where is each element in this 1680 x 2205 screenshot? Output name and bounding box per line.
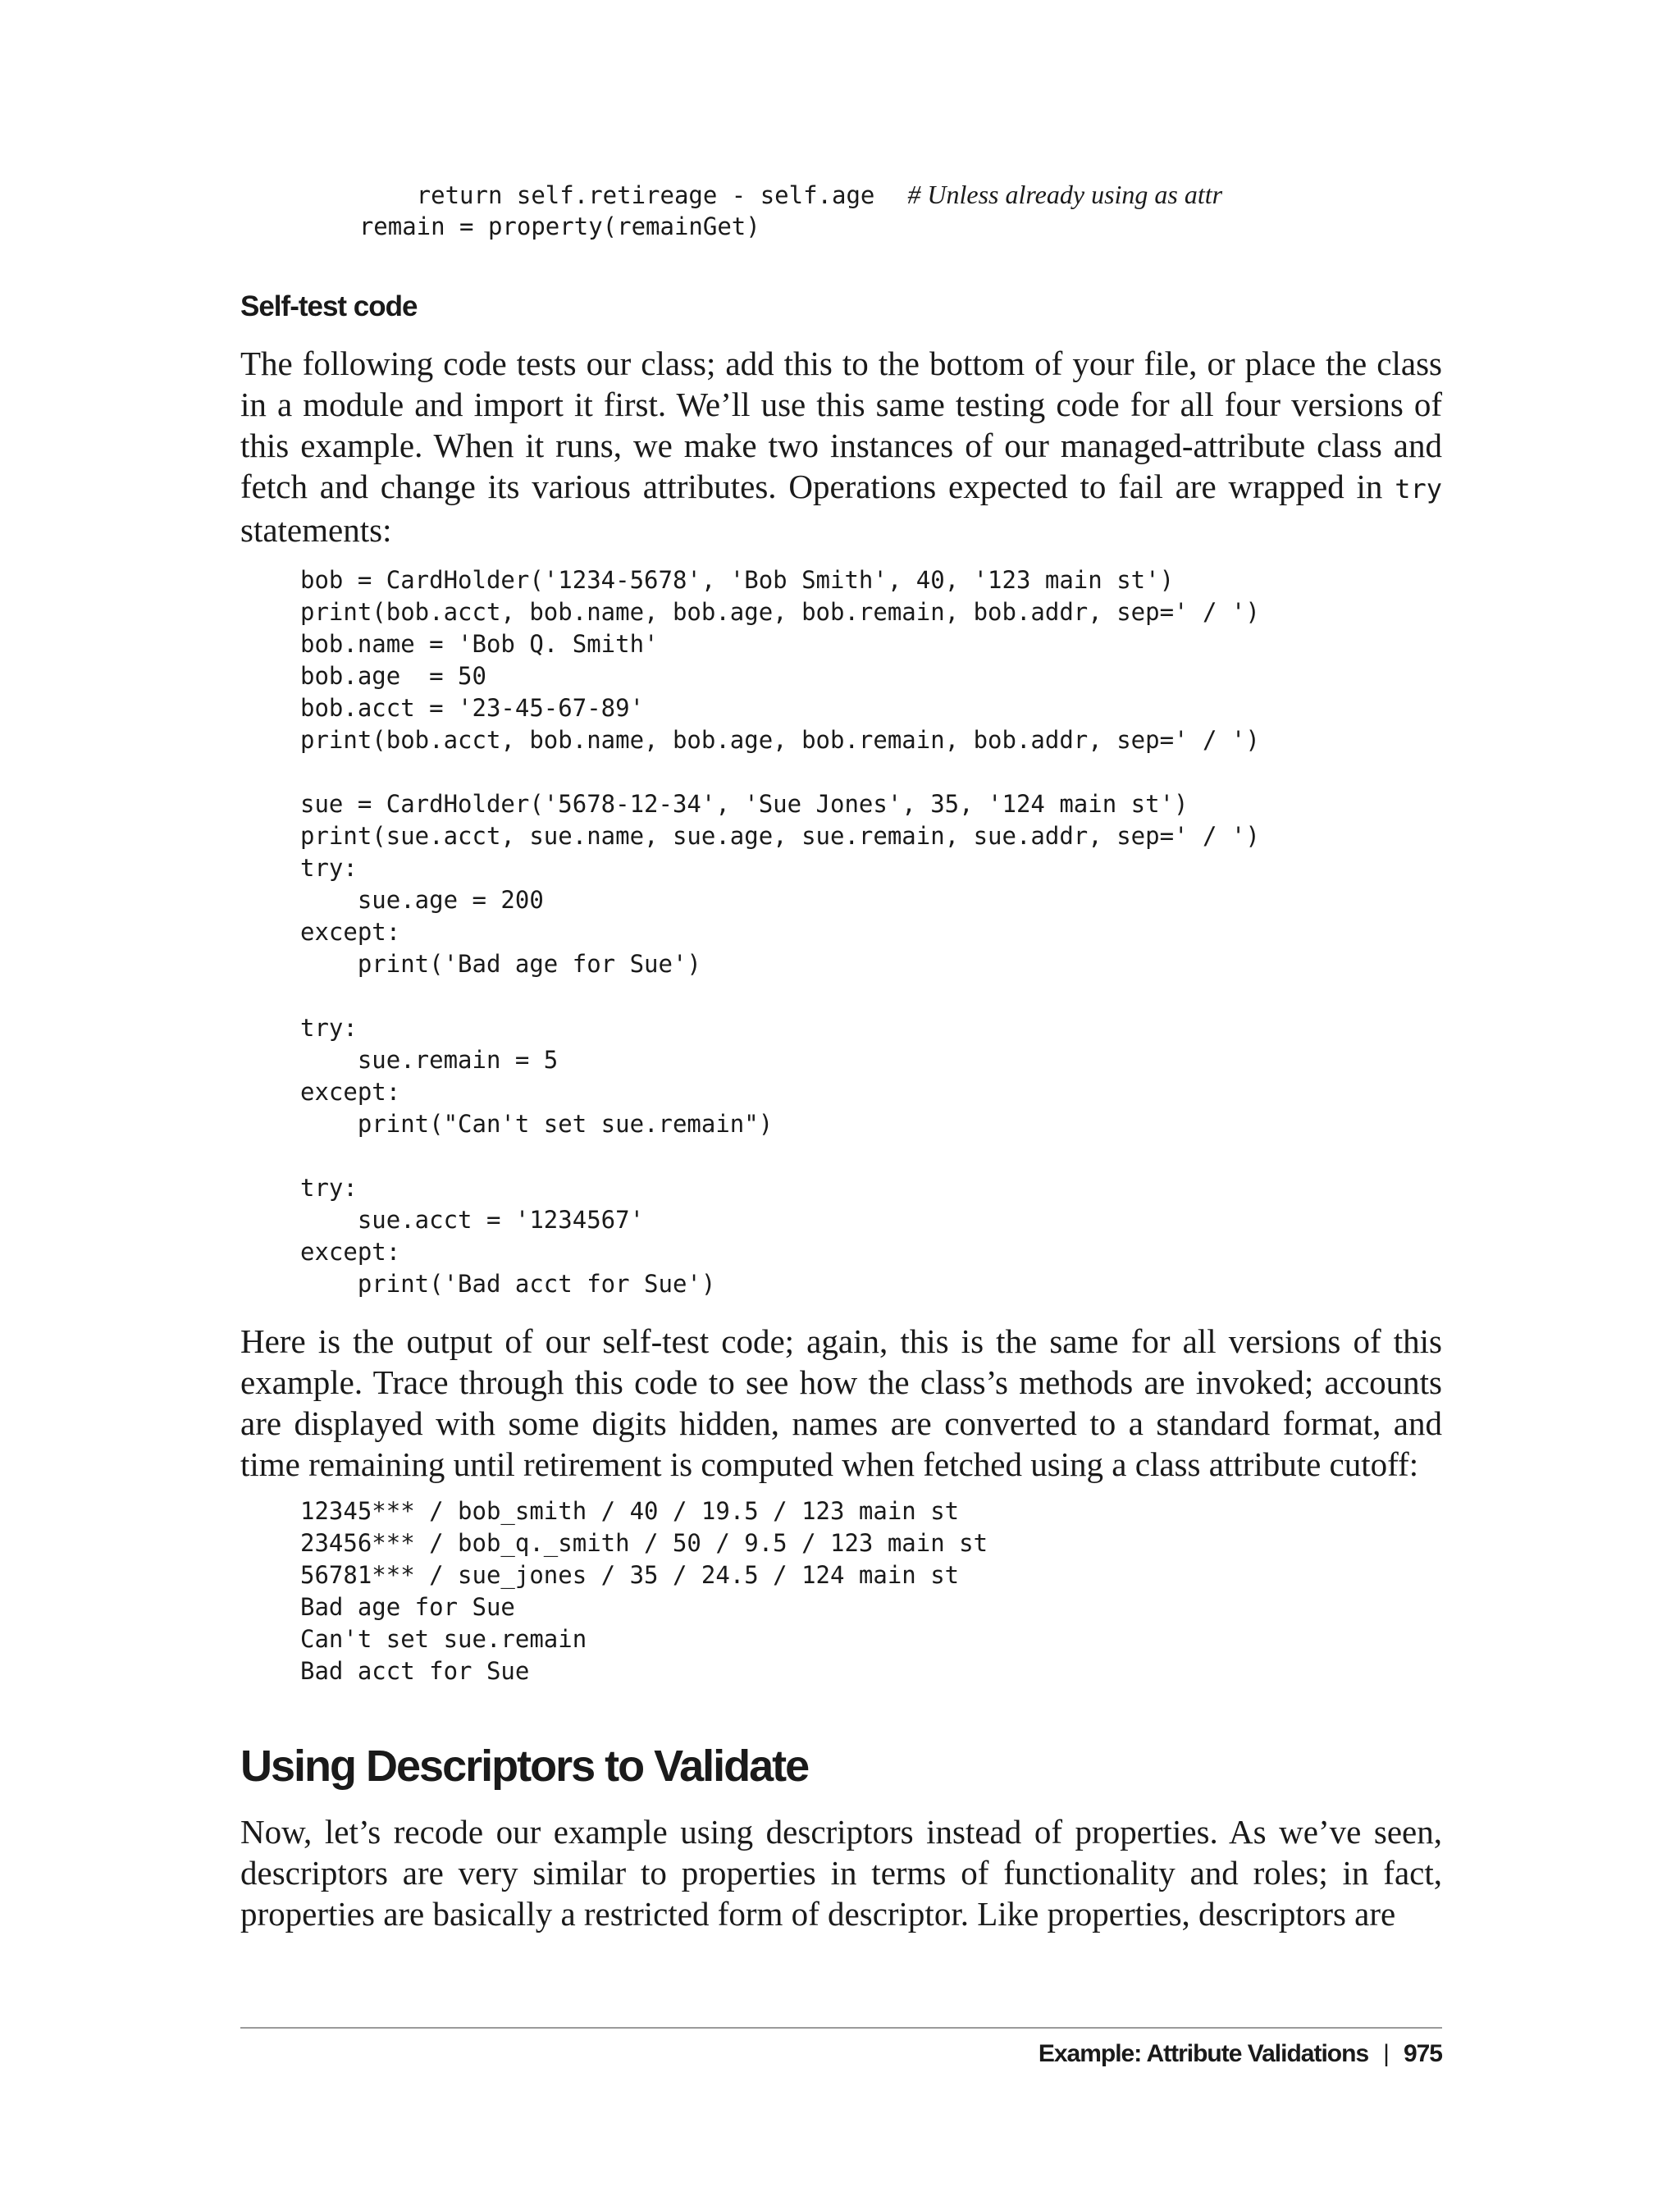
code-line: try: — [300, 854, 358, 882]
page-footer — [1039, 2040, 1442, 2068]
code-line: except: — [300, 1078, 401, 1106]
code-line: try: — [300, 1174, 358, 1202]
output-description-paragraph: Here is the output of our self-test code; again, this is the same for all versions of this example. Trace through this code to see how the class’s methods are invoked; accounts are displayed with some digits hidden, names are converted to a standard format, and time remaining until retirement is computed when fetched using a class attribute cutoff: — [240, 1322, 1442, 1483]
code-line: Can't set sue.remain — [300, 1625, 587, 1653]
code-line: print('Bad age for Sue') — [300, 950, 701, 978]
code-line: print(bob.acct, bob.name, bob.age, bob.remain, bob.addr, sep=' / ') — [300, 726, 1260, 754]
code-line: Bad age for Sue — [300, 1593, 515, 1621]
code-line: 12345*** / bob_smith / 40 / 19.5 / 123 main st — [300, 1497, 960, 1525]
code-line: 56781*** / sue_jones / 35 / 24.5 / 124 main st — [300, 1561, 960, 1589]
footer-rule — [240, 2027, 1442, 2029]
code-line: print(sue.acct, sue.name, sue.age, sue.remain, sue.addr, sep=' / ') — [300, 822, 1260, 850]
descriptors-paragraph: Now, let’s recode our example using descriptors instead of properties. As we’ve seen, descriptors are very similar to properties in terms of functionality and roles; in fact, properties are basically a restricted form of descriptor. Like properties, descriptors are — [240, 1813, 1442, 1933]
inline-code: try — [1395, 473, 1442, 504]
intro-paragraph: The following code tests our class; add this to the bottom of your file, or place the class in a module and import it first. We’ll use this same testing code for all four versions of this example. When it runs, we make two instances of our managed-attribute class and fetch and change its various attributes. Operations expected to fail are wrapped in try statements: — [240, 345, 1442, 549]
code-line: bob.acct = '23-45-67-89' — [300, 694, 645, 722]
code-line: print("Can't set sue.remain") — [300, 1110, 774, 1138]
output-code-block — [300, 1495, 988, 1687]
code-line — [300, 756, 1260, 788]
running-title: Example: Attribute Validations — [1038, 2040, 1369, 2067]
code-line: bob.age = 50 — [300, 662, 486, 690]
test-code-block — [300, 564, 1260, 1300]
code-line: sue = CardHolder('5678-12-34', 'Sue Jones', 35, '124 main st') — [300, 790, 1189, 818]
code-line: 23456*** / bob_q._smith / 50 / 9.5 / 123 main st — [300, 1529, 988, 1557]
code-line: print('Bad acct for Sue') — [300, 1270, 716, 1298]
code-line: return self.retireage - self.age # Unless already using as attr — [302, 180, 1223, 209]
code-line: bob = CardHolder('1234-5678', 'Bob Smith', 40, '123 main st') — [300, 566, 1175, 594]
code-line: bob.name = 'Bob Q. Smith' — [300, 630, 659, 658]
top-code-block — [302, 179, 1222, 243]
code-line: remain = property(remainGet) — [302, 212, 760, 240]
section-heading: Using Descriptors to Validate — [240, 1742, 809, 1791]
code-line: sue.acct = '1234567' — [300, 1206, 645, 1234]
code-line: except: — [300, 918, 401, 946]
code-line — [300, 980, 1260, 1012]
code-line: sue.remain = 5 — [300, 1046, 559, 1074]
page-number: 975 — [1403, 2040, 1442, 2067]
code-comment: # Unless already using as attr — [907, 180, 1223, 209]
code-line — [300, 1140, 1260, 1172]
code-line: try: — [300, 1014, 358, 1042]
code-line: except: — [300, 1238, 401, 1266]
subsection-heading: Self-test code — [240, 290, 418, 322]
code-line: print(bob.acct, bob.name, bob.age, bob.remain, bob.addr, sep=' / ') — [300, 598, 1260, 626]
code-line: Bad acct for Sue — [300, 1657, 530, 1685]
footer-separator: | — [1383, 2040, 1389, 2067]
code-line: sue.age = 200 — [300, 886, 544, 914]
